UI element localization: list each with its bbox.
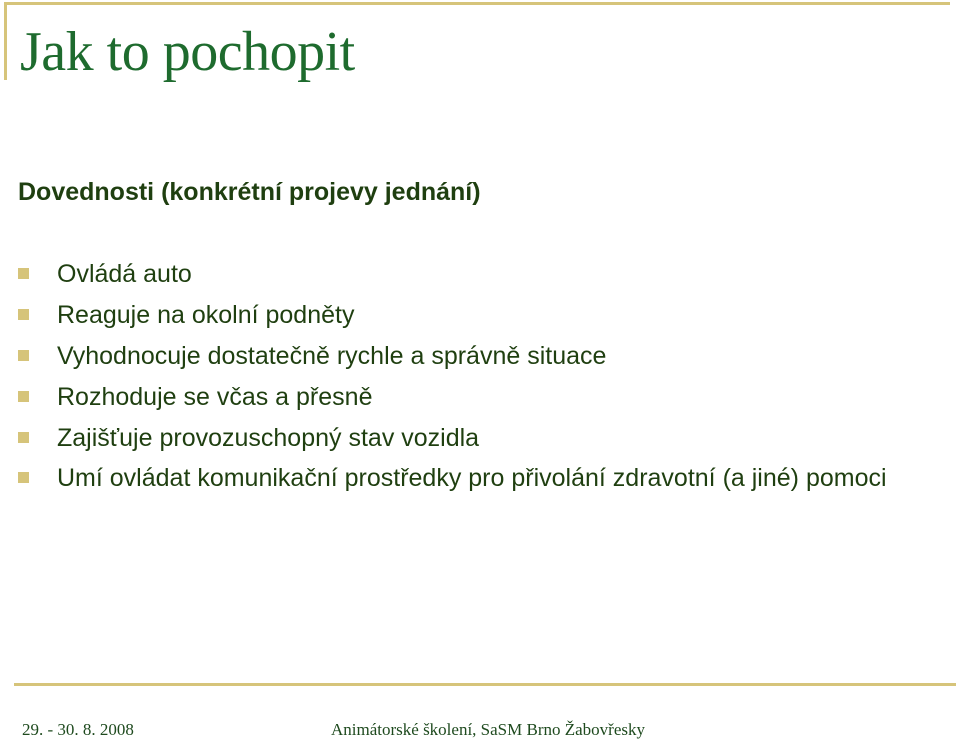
bottom-decorative-rule: [14, 683, 956, 686]
bullet-item: [0, 381, 930, 414]
bullet-text: Rozhoduje se včas a přesně: [57, 383, 373, 411]
bullet-text: Vyhodnocuje dostatečně rychle a správně situace: [57, 342, 607, 370]
square-bullet-icon: [18, 391, 29, 402]
bullet-text: Ovládá auto: [57, 260, 192, 288]
top-decorative-rule: [4, 2, 950, 5]
bullet-text: Reaguje na okolní podněty: [57, 301, 355, 329]
footer-date: 29. - 30. 8. 2008: [22, 720, 134, 739]
square-bullet-icon: [18, 432, 29, 443]
square-bullet-icon: [18, 268, 29, 279]
bullet-text: Umí ovládat komunikační prostředky pro přivolání zdravotní (a jiné) pomoci: [57, 464, 887, 492]
square-bullet-icon: [18, 309, 29, 320]
bullet-list: [0, 258, 930, 503]
square-bullet-icon: [18, 350, 29, 361]
footer-organization: Animátorské školení, SaSM Brno Žabovřesky: [331, 720, 645, 739]
bullet-item: [0, 422, 930, 455]
bullet-item: [0, 299, 930, 332]
left-decorative-rule: [4, 2, 7, 80]
bullet-item: [0, 258, 930, 291]
bullet-item: [0, 340, 930, 373]
slide-title: Jak to pochopit: [20, 21, 355, 83]
bullet-text: Zajišťuje provozuschopný stav vozidla: [57, 424, 480, 452]
bullet-item: [0, 462, 930, 495]
slide-subheading: Dovednosti (konkrétní projevy jednání): [18, 178, 481, 206]
square-bullet-icon: [18, 472, 29, 483]
